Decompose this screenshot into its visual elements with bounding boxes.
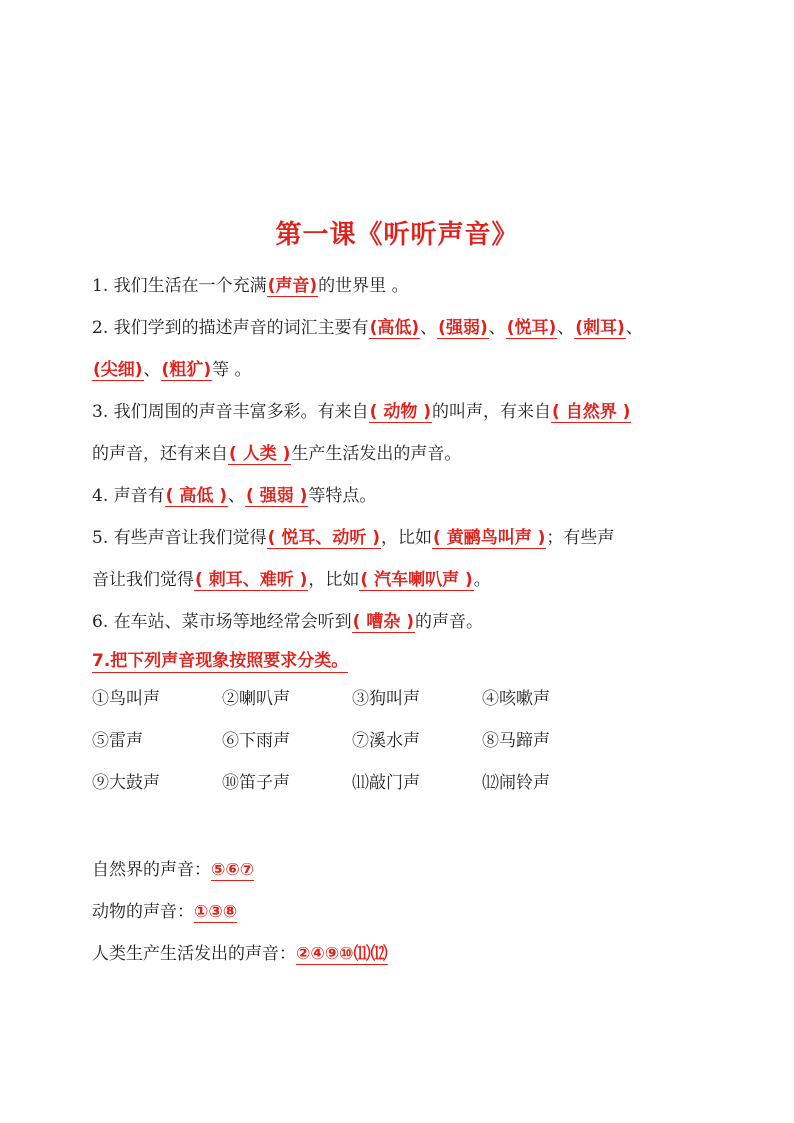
question-6 — [92, 610, 483, 634]
result-label: 动物的声音： — [92, 902, 194, 922]
question-text: 5. 有些声音让我们觉得 — [92, 528, 267, 548]
result-label: 人类生产生活发出的声音： — [92, 944, 296, 964]
sound-item: ①鸟叫声 — [92, 689, 160, 709]
sound-row — [92, 772, 692, 814]
question-text: ；有些声 — [546, 528, 615, 548]
sound-row — [92, 730, 692, 772]
sound-item: ⑤雷声 — [92, 731, 143, 751]
question-text: 的声音。 — [415, 612, 484, 632]
answer: (声音) — [267, 276, 318, 296]
sound-list — [92, 688, 692, 814]
question-3-line-2 — [92, 442, 461, 466]
page-title: 第一课《听听声音》 — [275, 220, 519, 250]
result-label: 自然界的声音： — [92, 860, 211, 880]
answer: (高低) — [369, 318, 420, 338]
result-answer: ①③⑧ — [194, 902, 238, 922]
question-text: 等特点。 — [308, 486, 377, 506]
answer: ( 动物 ) — [369, 402, 432, 422]
answer: ( 人类 ) — [229, 444, 291, 464]
separator: 、 — [420, 318, 438, 338]
answer: (悦耳) — [506, 318, 557, 338]
answer: ( 汽车喇叭声 ) — [360, 570, 473, 590]
answer: ( 嘈杂 ) — [352, 612, 415, 632]
question-text: ，比如 — [381, 528, 433, 548]
sound-item: ②喇叭声 — [222, 689, 290, 709]
question-7-heading: 7.把下列声音现象按照要求分类。 — [92, 651, 349, 671]
answer: ( 刺耳、难听 ) — [195, 570, 308, 590]
separator: 、 — [228, 486, 246, 506]
question-text: 6. 在车站、菜市场等地经常会听到 — [92, 612, 352, 632]
answer: ( 悦耳、动听 ) — [267, 528, 381, 548]
question-text: 4. 声音有 — [92, 486, 165, 506]
result-answer: ②④⑨⑩⑾⑿ — [296, 944, 388, 964]
question-text: 生产生活发出的声音。 — [291, 444, 462, 464]
question-text: 1. 我们生活在一个充满 — [92, 276, 267, 296]
question-5-line-1 — [92, 526, 614, 550]
question-text: 2. 我们学到的描述声音的词汇主要有 — [92, 318, 369, 338]
answer: (尖细) — [93, 360, 143, 380]
question-1 — [92, 274, 409, 298]
question-2-line-1 — [92, 316, 643, 340]
sound-item: ③狗叫声 — [352, 689, 420, 709]
sound-item: ⑧马蹄声 — [482, 731, 550, 751]
sound-item: ⑥下雨声 — [222, 731, 290, 751]
result-answer: ⑤⑥⑦ — [211, 860, 255, 880]
question-text: 音让我们觉得 — [92, 570, 194, 590]
question-5-line-2 — [92, 568, 491, 592]
question-2-line-2 — [92, 358, 252, 382]
sound-item: ⑩笛子声 — [222, 773, 290, 793]
answer: (刺耳) — [575, 318, 625, 338]
question-text: 的声音，还有来自 — [92, 444, 228, 464]
question-text: ，比如 — [308, 570, 360, 590]
question-text: 等 。 — [212, 360, 252, 380]
question-text: 3. 我们周围的声音丰富多彩。有来自 — [92, 402, 369, 422]
answer: (强弱) — [438, 318, 488, 338]
separator: 、 — [557, 318, 575, 338]
sound-row — [92, 688, 692, 730]
sound-item: ⑾敲门声 — [352, 773, 420, 793]
answer: ( 黄鹂鸟叫声 ) — [433, 528, 546, 548]
result-human — [92, 942, 388, 966]
separator: 、 — [143, 360, 161, 380]
result-animal — [92, 900, 237, 924]
question-4 — [92, 484, 376, 508]
answer: (粗犷) — [161, 360, 212, 380]
question-3-line-1 — [92, 400, 631, 424]
question-text: 的世界里 。 — [318, 276, 409, 296]
separator: 、 — [488, 318, 506, 338]
answer: ( 强弱 ) — [246, 486, 308, 506]
sound-item: ⑿闹铃声 — [482, 773, 550, 793]
answer: ( 自然界 ) — [552, 402, 631, 422]
question-text: 的叫声，有来自 — [432, 402, 552, 422]
sound-item: ⑦溪水声 — [352, 731, 420, 751]
sound-item: ⑨大鼓声 — [92, 773, 160, 793]
question-text: 。 — [473, 570, 491, 590]
answer: ( 高低 ) — [165, 486, 228, 506]
result-nature — [92, 858, 254, 882]
sound-item: ④咳嗽声 — [482, 689, 550, 709]
separator: 、 — [625, 318, 643, 338]
